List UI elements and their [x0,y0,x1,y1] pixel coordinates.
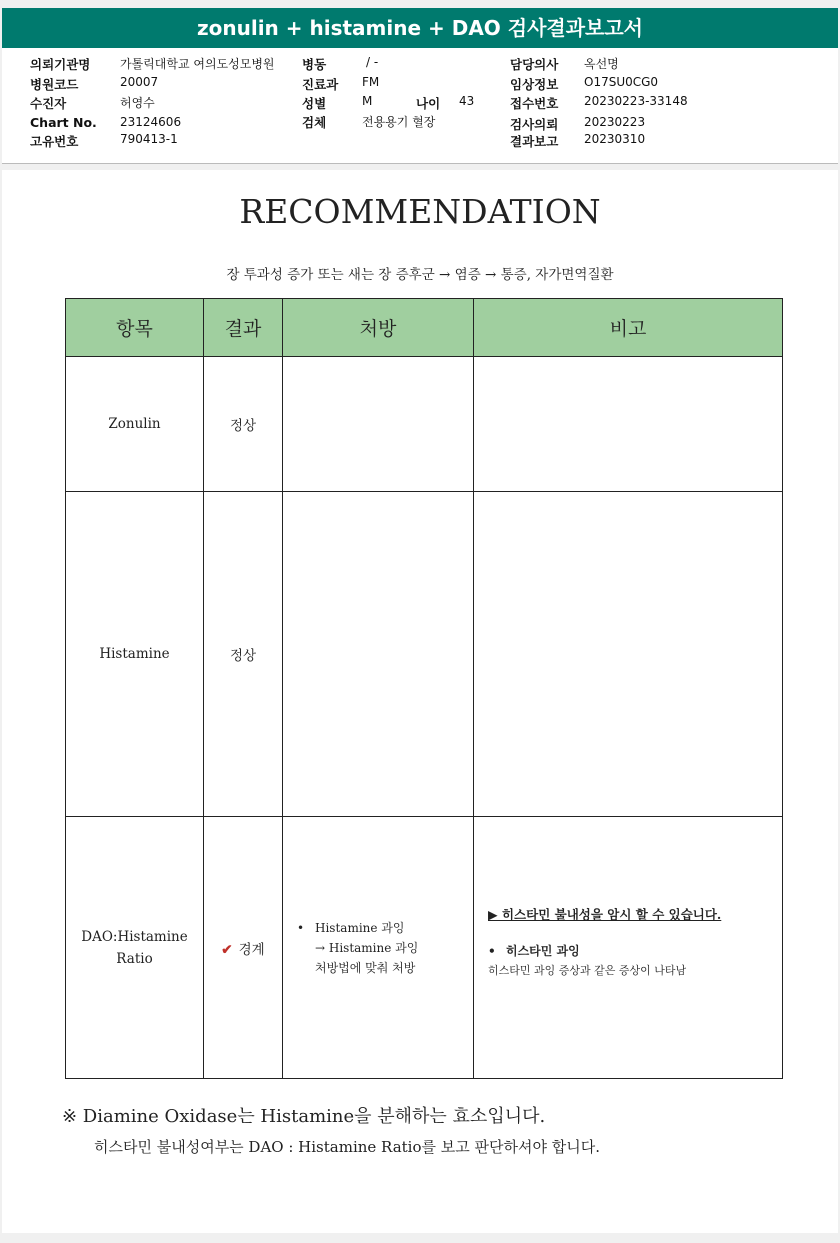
receipt-label: 접수번호 [510,96,559,111]
chart-value: 23124606 [120,115,182,129]
bullet-icon: • [488,944,496,958]
rx-cell [283,817,474,1079]
rx-cell [283,492,474,817]
col-note-header: 비고 [474,299,783,357]
unique-label: 고유번호 [30,134,79,149]
table-header-row [66,299,783,357]
top-strip [0,0,840,8]
age-label: 나이 [416,96,441,111]
dept-label: 진료과 [302,77,339,92]
note-cell [474,817,783,1079]
footer-line-1: ※ Diamine Oxidase는 Histamine을 분해하는 효소입니다. [62,1106,546,1127]
rx-line-1: Histamine 과잉 [315,920,405,935]
hospital-code-value: 20007 [120,75,159,89]
request-value: 20230223 [584,115,646,129]
note-head: ▶ 히스타민 불내성을 암시 할 수 있습니다. [488,907,722,922]
age-value: 43 [459,94,475,108]
bullet-icon: • [297,920,305,935]
item-line-2: Ratio [116,950,153,967]
col-item-header: 항목 [66,299,204,357]
doctor-value: 옥선명 [584,57,619,71]
patient-info-panel [2,48,838,164]
doctor-label: 담당의사 [510,57,559,72]
recommendation-title: RECOMMENDATION [239,192,601,231]
specimen-label: 검체 [302,115,327,130]
patient-label: 수진자 [30,96,67,111]
item-line-1: DAO:Histamine [81,928,188,945]
unique-value: 790413-1 [120,132,178,146]
report-label: 결과보고 [510,134,559,149]
ward-label: 병동 [302,57,327,72]
result-cell: 정상 [204,492,283,817]
request-label: 검사의뢰 [510,117,559,132]
dept-value: FM [362,75,380,89]
result-cell [204,817,283,1079]
recommendation-table [65,298,783,1079]
sex-label: 성별 [302,96,327,111]
table-row-histamine [66,492,783,817]
requester-label: 의뢰기관명 [30,57,91,72]
rx-cell [283,357,474,492]
item-cell [66,817,204,1079]
chart-label: Chart No. [30,115,97,130]
result-value: 경계 [238,941,265,958]
rx-line-3: 처방법에 맞춰 처방 [315,960,416,975]
recommendation-sheet [2,170,838,1233]
table-row-zonulin [66,357,783,492]
table-row-dao-ratio [66,817,783,1079]
result-cell: 정상 [204,357,283,492]
note-cell [474,492,783,817]
rx-line-2: → Histamine 과잉 [315,940,419,955]
clinical-value: O17SU0CG0 [584,75,659,89]
clinical-label: 임상정보 [510,77,559,92]
specimen-value: 전용용기 혈장 [362,115,436,129]
col-result-header: 결과 [204,299,283,357]
sex-value: M [362,94,373,108]
item-cell: Histamine [66,492,204,817]
receipt-value: 20230223-33148 [584,94,688,108]
ward-value: / - [366,55,379,69]
item-cell: Zonulin [66,357,204,492]
check-icon: ✔ [221,941,233,958]
note-body: 히스타민 과잉 증상과 같은 증상이 나타남 [488,964,687,977]
patient-value: 허영수 [120,96,155,110]
recommendation-subtitle: 장 투과성 증가 또는 새는 장 증후군 → 염증 → 통증, 자가면역질환 [226,267,614,283]
report-title: zonulin + histamine + DAO 검사결과보고서 [2,8,838,48]
note-subhead: • 히스타민 과잉 [488,941,782,961]
report-value: 20230310 [584,132,646,146]
requester-value: 가톨릭대학교 여의도성모병원 [120,57,275,71]
hospital-code-label: 병원코드 [30,77,79,92]
note-cell [474,357,783,492]
footer-line-2: 히스타민 불내성여부는 DAO : Histamine Ratio를 보고 판단하셔야 합니다. [94,1138,600,1156]
col-rx-header: 처방 [283,299,474,357]
